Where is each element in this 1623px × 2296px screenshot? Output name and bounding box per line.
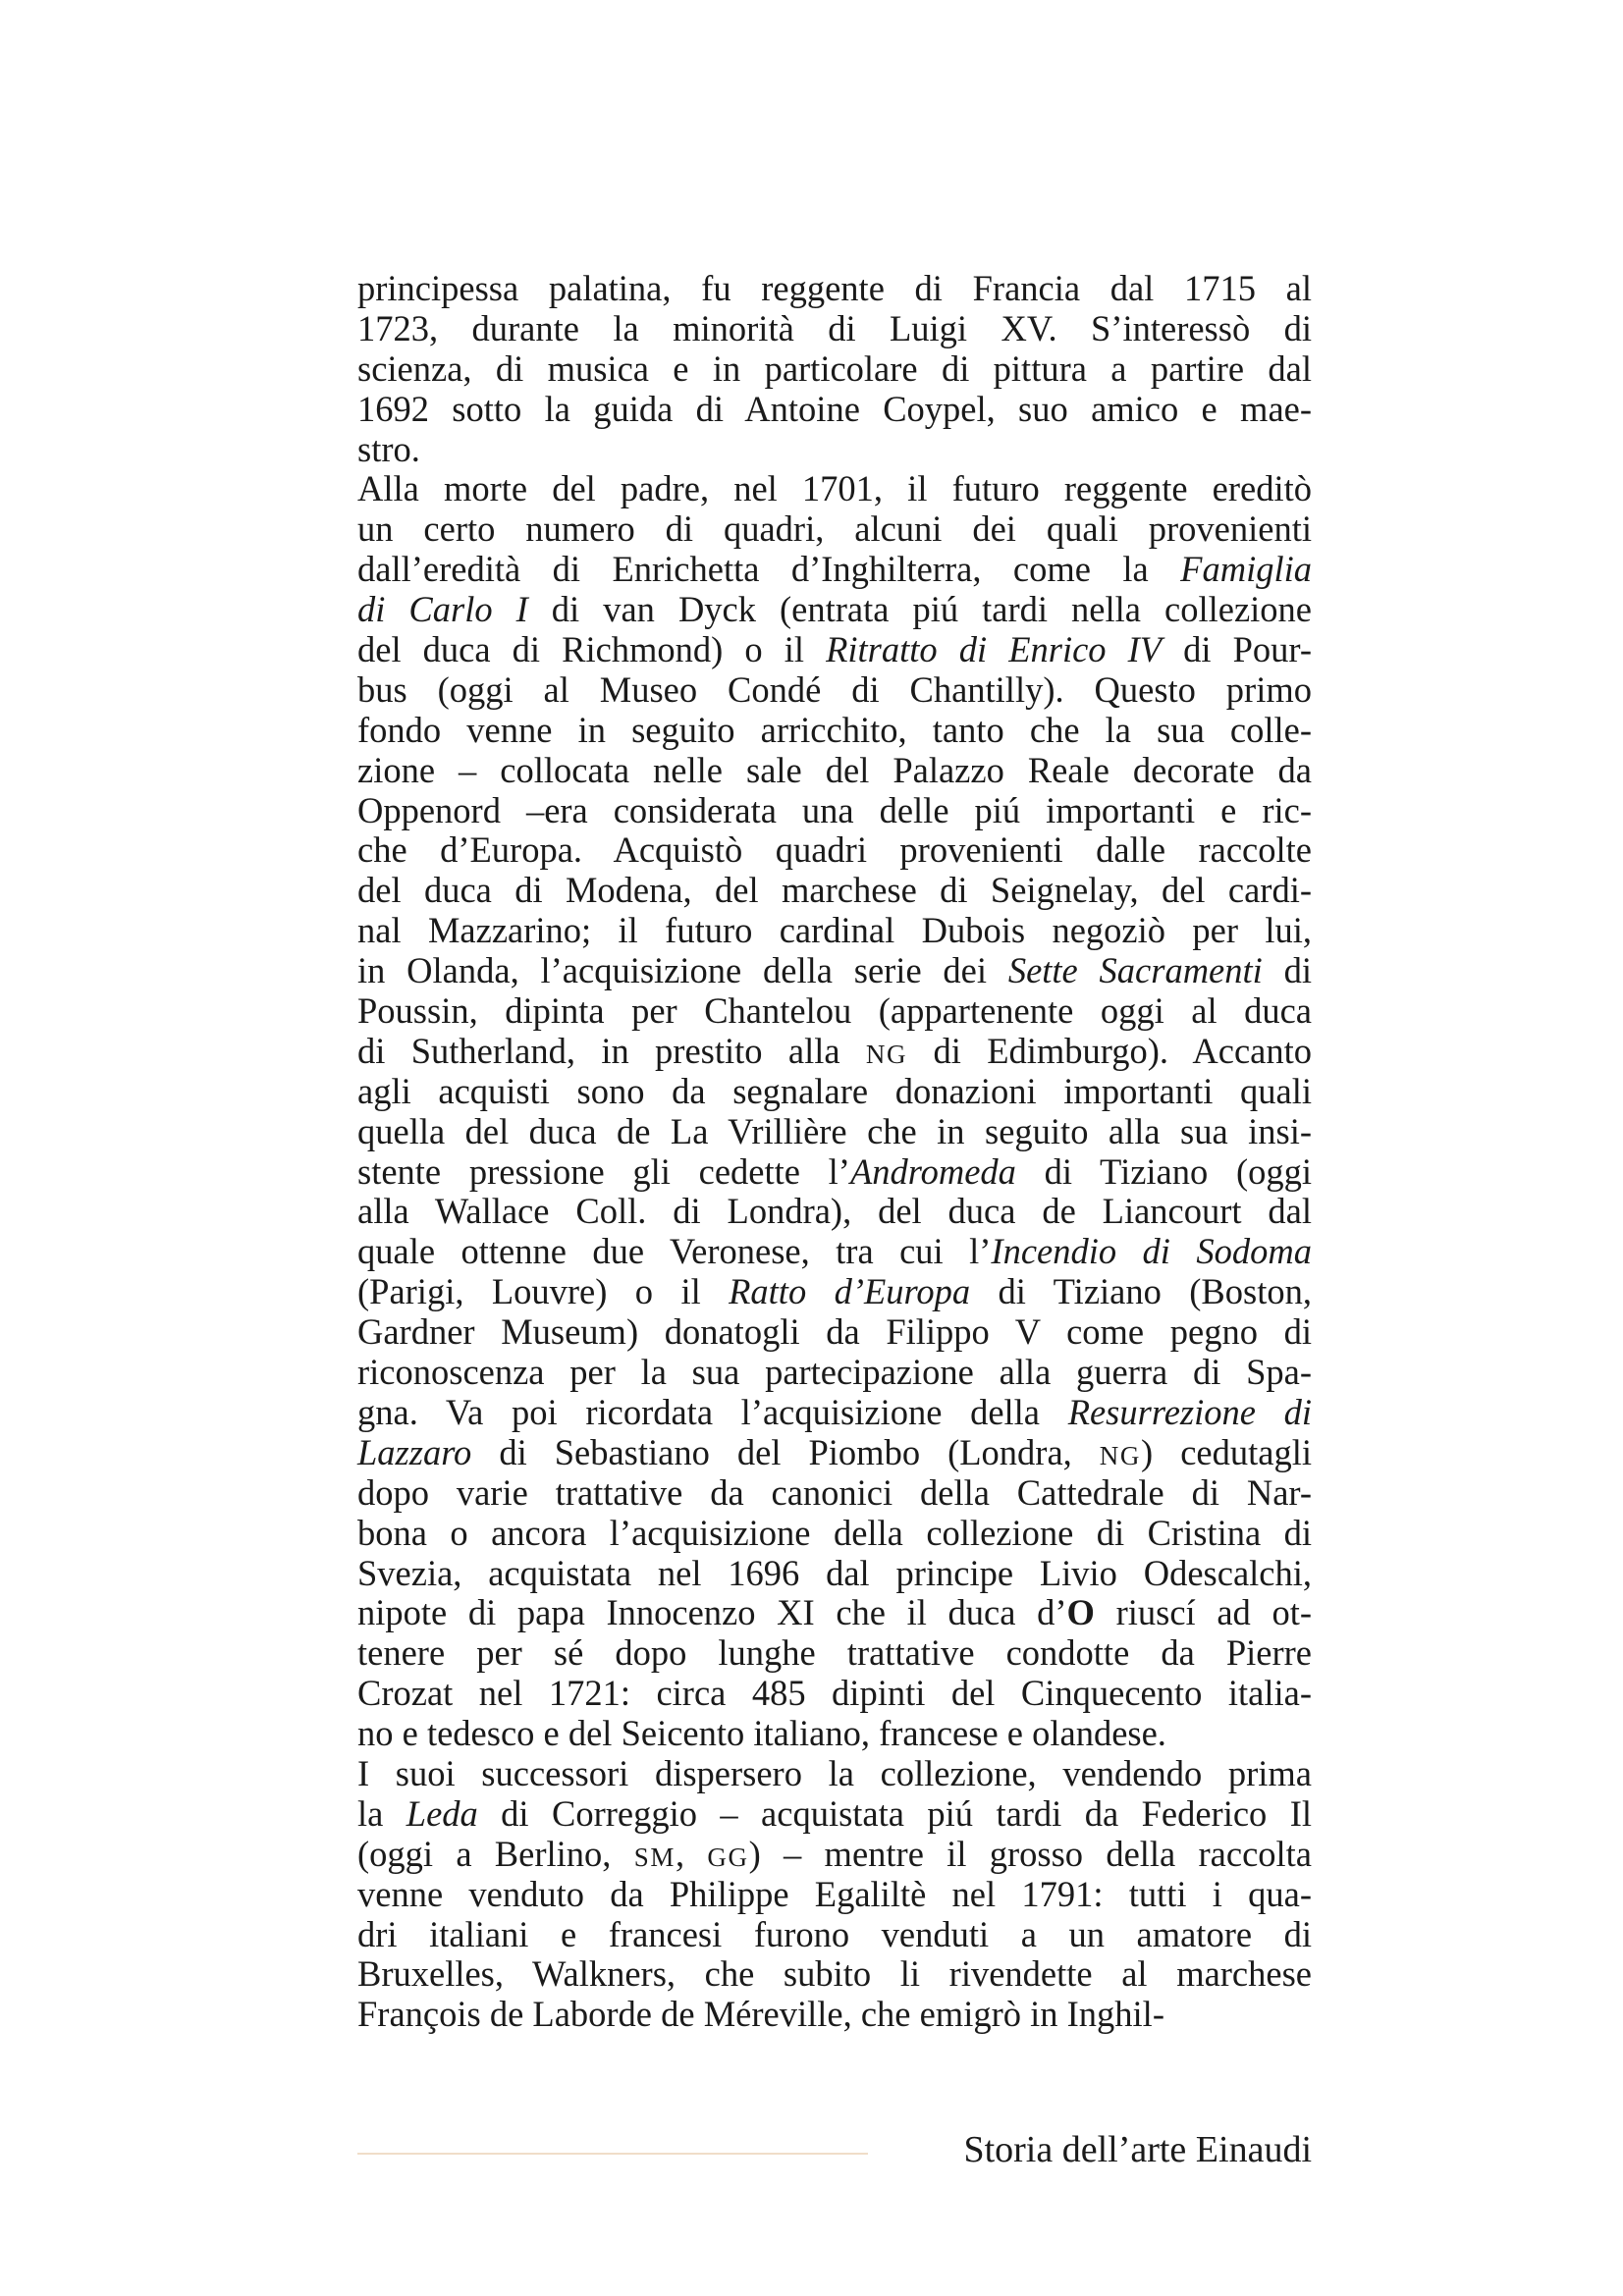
text-run: bus (oggi al Museo Condé di Chantilly). Questo primo — [357, 668, 1312, 710]
text-line — [357, 430, 1312, 470]
italic-title: Lazzaro — [357, 1431, 472, 1472]
text-run: di Tiziano (oggi — [1015, 1150, 1312, 1192]
text-run: dall’eredità di Enrichetta d’Inghilterra, come la — [357, 549, 1181, 590]
text-line — [357, 1995, 1312, 2035]
text-line — [357, 951, 1312, 991]
text-run: del duca di Richmond) o il — [357, 629, 827, 670]
text-line — [357, 1554, 1312, 1594]
text-line — [357, 1112, 1312, 1152]
italic-title: Andromeda — [849, 1150, 1016, 1192]
text-run: dopo varie trattative da canonici della Cattedrale di Nar- — [357, 1471, 1312, 1513]
text-line — [357, 670, 1312, 711]
text-line — [357, 1473, 1312, 1514]
text-line — [357, 590, 1312, 630]
text-run: ) – mentre il grosso della raccolta — [748, 1833, 1313, 1874]
text-run: Alla morte del padre, nel 1701, il futuro reggente ereditò — [357, 468, 1312, 509]
footer-series-title: Storia dell’arte Einaudi — [963, 2129, 1312, 2170]
text-run: nipote di papa Innocenzo XI che il duca d’ — [357, 1592, 1067, 1633]
text-run: gna. Va poi ricordata l’acquisizione della — [357, 1391, 1068, 1432]
text-line — [357, 791, 1312, 831]
text-line — [357, 1353, 1312, 1393]
italic-title: di Carlo I — [357, 589, 528, 630]
text-run: nal Mazzarino; il futuro cardinal Dubois negoziò per lui, — [357, 910, 1312, 951]
text-line — [357, 1393, 1312, 1433]
text-run: stro. — [357, 428, 420, 469]
text-run: di Tiziano (Boston, — [970, 1271, 1312, 1312]
text-run: che d’Europa. Acquistò quadri provenienti dalle raccolte — [357, 829, 1312, 871]
text-run: Bruxelles, Walkners, che subito li rivendette al marchese — [357, 1953, 1312, 1995]
italic-title: Leda — [406, 1792, 478, 1834]
text-run: Svezia, acquistata nel 1696 dal principe Livio Odescalchi, — [357, 1552, 1312, 1593]
text-run: ) cedutagli — [1141, 1431, 1312, 1472]
text-run: riuscí ad ot- — [1094, 1592, 1312, 1633]
text-run: la — [357, 1792, 406, 1834]
text-run: di van Dyck (entrata piú tardi nella collezione — [527, 589, 1312, 630]
text-line — [357, 509, 1312, 550]
text-line — [357, 1072, 1312, 1112]
text-run: principessa palatina, fu reggente di Francia dal 1715 al — [357, 268, 1312, 308]
text-run: bona o ancora l’acquisizione della collezione di Cristina di — [357, 1512, 1312, 1553]
text-line — [357, 1152, 1312, 1193]
text-line — [357, 911, 1312, 951]
text-run: Poussin, dipinta per Chantelou (appartenente oggi al duca — [357, 990, 1312, 1032]
abbreviation: SM — [633, 1842, 676, 1872]
italic-title: Ritratto di Enrico IV — [826, 629, 1163, 670]
text-run: François de Laborde de Méreville, che emigrò in Inghil- — [357, 1994, 1164, 2035]
text-line — [357, 1433, 1312, 1473]
text-line — [357, 1714, 1312, 1754]
text-run: di Sebastiano del Piombo (Londra, — [471, 1431, 1100, 1472]
text-run: I suoi successori dispersero la collezione, vendendo prima — [357, 1752, 1312, 1793]
text-run: (Parigi, Louvre) o il — [357, 1271, 730, 1312]
bold-initial: O — [1066, 1592, 1095, 1633]
abbreviation: NG — [1099, 1440, 1142, 1470]
text-run: Gardner Museum) donatogli da Filippo V come pegno di — [357, 1311, 1312, 1353]
text-line — [357, 1754, 1312, 1794]
text-run: no e tedesco e del Seicento italiano, francese e olandese. — [357, 1713, 1166, 1754]
text-run: quale ottenne due Veronese, tra cui l’ — [357, 1231, 992, 1272]
abbreviation: GG — [707, 1842, 749, 1872]
text-run: di Edimburgo). Accanto — [907, 1030, 1312, 1071]
text-line — [357, 1232, 1312, 1272]
text-run: venne venduto da Philippe Egaliltè nel 1791: tutti i qua- — [357, 1873, 1312, 1914]
text-run: tenere per sé dopo lunghe trattative condotte da Pierre — [357, 1632, 1312, 1674]
text-line — [357, 871, 1312, 911]
text-run: quella del duca de La Vrillière che in seguito alla sua insi- — [357, 1110, 1312, 1151]
text-line — [357, 630, 1312, 670]
text-run: scienza, di musica e in particolare di pittura a partire dal — [357, 347, 1312, 389]
text-line — [357, 309, 1312, 349]
text-line — [357, 1954, 1312, 1995]
text-run: agli acquisti sono da segnalare donazioni importanti quali — [357, 1070, 1312, 1111]
text-line — [357, 830, 1312, 871]
text-line — [357, 1272, 1312, 1312]
text-line — [357, 1915, 1312, 1955]
text-line — [357, 1312, 1312, 1353]
text-line — [357, 469, 1312, 509]
text-line — [357, 1633, 1312, 1674]
text-line — [357, 1835, 1312, 1875]
text-run: Oppenord –era considerata una delle piú importanti e ric- — [357, 789, 1312, 830]
article-body — [357, 269, 1312, 2035]
footer-rule — [357, 2153, 868, 2155]
italic-title: Ratto d’Europa — [729, 1271, 971, 1312]
text-line — [357, 1593, 1312, 1633]
text-line — [357, 711, 1312, 751]
italic-title: Famiglia — [1180, 549, 1312, 590]
text-run: alla Wallace Coll. di Londra), del duca de Liancourt dal — [357, 1191, 1312, 1232]
italic-title: Sette Sacramenti — [1007, 950, 1263, 991]
text-line — [357, 991, 1312, 1032]
text-line — [357, 1875, 1312, 1915]
text-run: , — [675, 1833, 708, 1874]
text-line — [357, 390, 1312, 430]
text-run: stente pressione gli cedette l’ — [357, 1150, 850, 1192]
text-run: (oggi a Berlino, — [357, 1833, 634, 1874]
text-line — [357, 1192, 1312, 1232]
text-line — [357, 1674, 1312, 1714]
text-run: riconoscenza per la sua partecipazione alla guerra di Spa- — [357, 1352, 1312, 1393]
text-run: Crozat nel 1721: circa 485 dipinti del Cinquecento italia- — [357, 1673, 1312, 1714]
text-line — [357, 269, 1312, 309]
text-run: di — [1262, 950, 1312, 991]
text-run: un certo numero di quadri, alcuni dei quali provenienti — [357, 508, 1312, 550]
text-run: di Pour- — [1162, 629, 1312, 670]
text-line — [357, 1514, 1312, 1554]
text-run: zione – collocata nelle sale del Palazzo Reale decorate da — [357, 749, 1312, 790]
text-run: fondo venne in seguito arricchito, tanto che la sua colle- — [357, 709, 1312, 750]
italic-title: Resurrezione di — [1067, 1391, 1312, 1432]
text-run: di Sutherland, in prestito alla — [357, 1030, 866, 1071]
text-line — [357, 751, 1312, 791]
text-line — [357, 550, 1312, 590]
text-line — [357, 1794, 1312, 1835]
text-run: 1723, durante la minorità di Luigi XV. S’interessò di — [357, 307, 1312, 348]
italic-title: Incendio di Sodoma — [991, 1231, 1312, 1272]
text-run: 1692 sotto la guida di Antoine Coypel, suo amico e mae- — [357, 388, 1312, 429]
text-run: del duca di Modena, del marchese di Seignelay, del cardi- — [357, 870, 1312, 911]
abbreviation: NG — [865, 1039, 908, 1069]
text-run: di Correggio – acquistata piú tardi da Federico Il — [477, 1792, 1313, 1834]
text-line — [357, 1032, 1312, 1072]
text-run: dri italiani e francesi furono venduti a un amatore di — [357, 1913, 1312, 1954]
text-run: in Olanda, l’acquisizione della serie dei — [357, 950, 1008, 991]
text-line — [357, 349, 1312, 390]
